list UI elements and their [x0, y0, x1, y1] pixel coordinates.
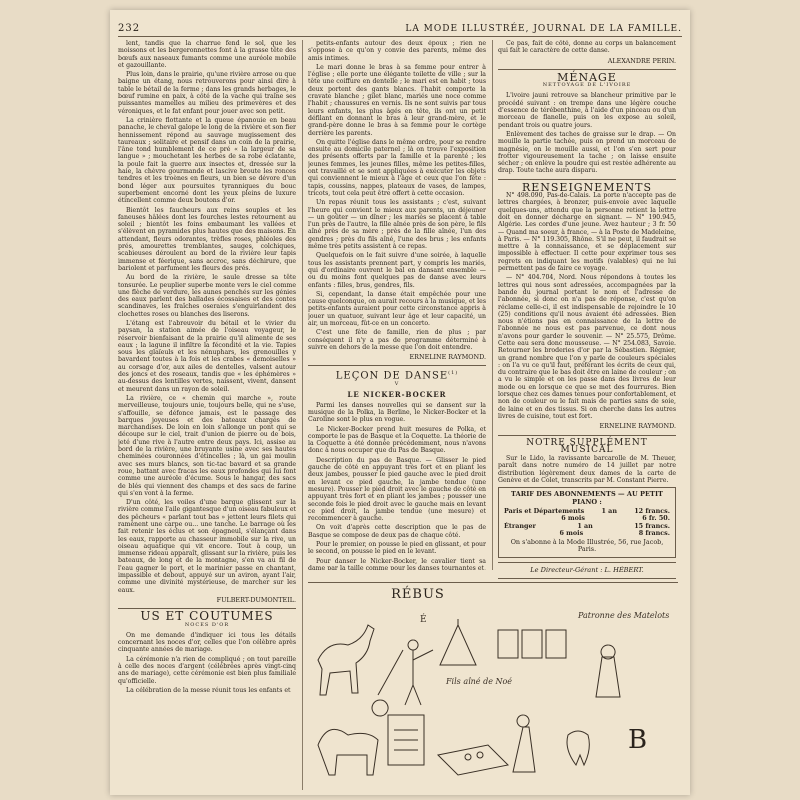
paragraph: Pour le premier, on pousse le pied en glissant, et pour le second, on pousse le pied en le levant. [308, 541, 486, 556]
column-3 [498, 40, 676, 580]
rebus-title: RÉBUS [391, 587, 445, 602]
paragraph: C'est une fête de famille, rien de plus ; par conséquent il n'y a pas de programme déterminé à suivre en dehors de la messe que l'on doit entendre. [308, 329, 486, 351]
divider [308, 582, 678, 583]
tariff-price: 6 fr. 50. [642, 514, 670, 523]
rebus-illustration [308, 585, 678, 790]
tariff-dur: 1 an [601, 506, 617, 515]
paragraph: La crinière flottante et la queue épanouie en beau panache, le cheval galope le long de la rivière et son fier hennissement répond au sauvage mugissement des taureaux ; solitaire et pensif dans un coin de la prairie, l'âne tond humblement de ce pré « la largeur de sa langue » ; mouchetant les herbes de sa robe éclatante, la poule fait la guerre aux insectes et, dressée sur la haie, la chèvre gourmande et lascive broute les ronces tendres et les troènes en fleurs, un bien se dévore d'un bond léger aux poursuites tyranniques du bouc superbement encorné dont les yeux pleins de luxure étincellent comme deux boutons d'or. [118, 116, 296, 205]
supplement-text: Sur le Lido, la ravissante barcarolle de M. Theuer, paraît dans notre numéro de 14 juillet par notre distribution légèrement deux dames de la carte de Genève et de Colet, transcrits par M. Constant Pierre. [498, 455, 676, 485]
paragraph: On quitte l'église dans le même ordre, pour se rendre ensuite au domicile paternel ; là on trouve l'exposition des présents offerts par la famille et la parenté ; les jeunes femmes, les jeunes filles, même les petites-filles, ont travaillé et se sont appliquées à exécuter les objets qui conviennent le mieux à l'âge et ceux que l'on fête : tapis, coussins, nappes, plateaux de vases, de lampes, tricots, tout cela peut être offert à cette occasion. [308, 138, 486, 197]
rebus-handwritten-note: Fils aîné de Noé [446, 677, 513, 686]
tariff-place: Paris et Départements [504, 506, 585, 515]
page-number: 232 [118, 23, 141, 34]
person-illustration [513, 715, 535, 772]
paragraph: N° 498.090, Pas-de-Calais. La porte n'accepte pas de lettres chargées, à bronzer, puis-envoie avec laquelle quelques-uns, attendu que la personne retient la lettre doit en donner décharge en signant. — N° 190.945, Algérie. Les cordes d'une jeune. Avez hauteur ; 3 fr. 50 — Quand ma soeur, à france, — à la Poste de Madeleine, à Paris. — N° 119.305, Rhône. S'il ne peut, il faudrait se mettre à la connaissance, et se déplacement sur impossible à effectuer. Il cette pour exprimer tous ses regrets en indiquant les motifs (valables) qui ne lui permettent pas de faire ce voyage. [498, 192, 676, 273]
tariff-dur: 6 mois [561, 514, 585, 523]
billiard-table-illustration [438, 745, 508, 775]
section-subtitle: NETTOYAGE DE L'IVOIRE [542, 82, 632, 89]
paragraph: Plus loin, dans le prairie, qu'une rivière arrose ou que baigne un étang, nous retrouverons pour ainsi dire à table le bétail de la ferme ; dans les grands herbages, le bœuf rumine en paix, à côté de la vache qui traîne ses puissantes mamelles au milieu des primevères et des véroniques, et le fat enfant pour jouer avec son petit. [118, 71, 296, 115]
intro-paragraph: Ce pas, fait de côté, donne au corps un balancement qui fait le caractère de cette danse. [498, 40, 676, 55]
signature: ERNELINE RAYMOND. [599, 422, 676, 431]
tooth-illustration [567, 731, 589, 765]
signature: FULBERT-DUMONTEIL. [216, 595, 296, 604]
paragraph: Un repas réunit tous les assistants ; c'est, suivant l'heure qui convient le mieux aux parents, un déjeuner — un goûter — un dîner ; les mariés se placent à table l'un près de l'autre, la fille aînée près de son père, le fils aîné près de sa mère ; près de la fille aînée, l'un des gendres ; près du fils aîné, l'une des brus ; les enfants même très petits assistent à ce repas. [308, 199, 486, 251]
paragraph: D'un côté, les voiles d'une barque glissent sur la rivière comme l'aile gigantesque d'un oiseau fabuleux et des pêcheurs « parlant tout bas » jettent leurs filets qui ramènent une carpe ou... une tanche. Le barrage où les fait retenir les éclus et son épagneul, s'élançant dans les eaux, rapporte au chasseur immobile sur la rive, un oiseau aquatique qui vit encore. Tout à coup, un immense rideau apparaît, glissant sur la rivière, puis les bateaux, de long et de la montagne, s'en va au fil de l'eau gagner le port, et le marinier passe en chantant, impassible et debout, appuyé sur un aviron, ayant l'air, comme une divinité mystérieuse, de marcher sur les eaux. [118, 499, 296, 594]
section-title-us-et-coutumes: US ET COUTUMES [140, 609, 274, 624]
paragraph: Pour danser le Nicker-Bocker, le cavalier tient sa dame par la taille comme pour les danses tournantes et, [308, 557, 486, 570]
divider [498, 69, 676, 70]
column-2 [308, 40, 486, 570]
playing-card-illustration [546, 630, 566, 658]
column-divider [302, 40, 303, 790]
director-gerant: Le Directeur-Gérant : L. HÉBERT. [530, 565, 644, 574]
tariff-title: TARIF DES ABONNEMENTS — AU PETIT PIANO : [511, 490, 663, 506]
playing-card-illustration [522, 630, 542, 658]
divider [498, 562, 676, 563]
paragraph: Si, cependant, la danse était empêchée pour une cause quelconque, on aurait recours à la musique, et les petits-enfants auraient pour cette circonstance appris à jouer un quatuor, suivant leur âge et leur capacité, un air, un morceau, fût-ce en un concerto. [308, 290, 486, 327]
paragraph: — N° 404.704, Nord. Nous répondons à toutes les lettres qui nous sont adressées, accompagnées par la bande du journal portant le nom et l'adresse de l'abonnée, si donc on n'a pas de réponse, c'est qu'on réclame celle-ci, il est indispensable de rejoindre le 10 (25) conditions qu'il nous avaient été adressées. Bien nous n'étions pas en connaissance de la lettre de l'abonnée ne nous est pas parvenue, ce dont nous n'avons pour garder le souvenir. — N° 25.575, Drôme. Cette eau sera donc mousseuse. — N° 254.083, Savoie. Retourner les broderies d'or par la Sébastien. Régnier, un grand nombre que l'on y parle de couleurs spéciales : on l'a vu ce qu'il faut, préférant les écrits de ceux qui, du contraire que le bas doit être en laine de couleur ; on a vu le simple et on les passe dans des livres de leur mode ou en lorsque ce que se met des fourrures. Bien lorsque chez ces dames tenues pour confortablement, et non de couleur ou le fait mais de parties sans de soie, de laine et en des tissus. Si on cherche dans les autres livres de cuisine, tout est fort. [498, 274, 676, 420]
paragraph: Le Nicker-Bocker prend huit mesures de Polka, et comporte le pas de Basque et la Coquette. La théorie de la Coquette a été donnée précédemment, nous n'avons donc à nous occuper que du Pas de Basque. [308, 425, 486, 455]
divider [498, 578, 676, 579]
section-subtitle: NOCES D'OR [184, 621, 230, 628]
subscription-tariff [498, 487, 676, 557]
paragraph: L'étang est l'abreuvoir du bétail et le vivier du paysan, la station aimée de l'oiseau voyageur, le réservoir bienfaisant de la prairie qu'il alimente de ses eaux ; la lagune il infiltre la fécondité et la vie. Tapies sous les glaïeuls et les nénuphars, les grenouilles y bavardent toutes à la fois et les crabes « demoiselles » au corsage d'or, aux ailes de dentelles, valsent autour des joncs et des roseaux, tandis que « les éphémères » au-dessus des lentilles vertes, naissent, vivent, dansent et meurent dans un rayon de soleil. [118, 319, 296, 393]
paragraph: Description du pas de Basque. — Glisser le pied gauche de côté en appuyant très fort et en pliant les deux jambes, pousser le pied gauche avec le pied droit en levant ce pied gauche, la jambe tendue (une mesure). Pousser le pied droit avec le gauche de côté en appuyant très fort et en pliant les jambes ; pousser une seconde fois le pied droit avec le gauche mais en levant ce pied droit, la jambe tendue (une mesure) et recommencer à gauche. [308, 456, 486, 523]
journal-title: LA MODE ILLUSTRÉE, JOURNAL DE LA FAMILLE. [405, 24, 682, 34]
signature: ALEXANDRE PERIN. [607, 56, 676, 65]
column-divider [492, 40, 493, 570]
section-title-menage: MÉNAGE [557, 70, 617, 84]
cannon-illustration [372, 650, 403, 716]
figure-illustration [405, 640, 433, 705]
tariff-note: On s'abonne à la Mode Illustrée, 56, rue Jacob, Paris. [510, 538, 664, 554]
divider [498, 179, 676, 180]
tariff-place: Étranger [504, 521, 536, 530]
tariff-price: 8 francs. [638, 528, 670, 537]
divider [308, 365, 486, 366]
paragraph: Quelquefois on le fait suivre d'une soirée, à laquelle tous les assistants prennent part, y compris les mariés, qui d'ordinaire ouvrent le bal en dansant ensemble — ou du moins font quelques pas de danse avec leurs enfants : filles, brus, gendres, fils. [308, 252, 486, 289]
tariff-dur: 1 an [577, 521, 593, 530]
section-number: V [394, 381, 400, 388]
horse-illustration [318, 625, 374, 695]
section-title-supplement-musical: NOTRE SUPPLÉMENT MUSICAL [526, 437, 648, 455]
tariff-price: 12 francs. [634, 506, 670, 515]
rebus-puzzle [308, 585, 678, 790]
column-1 [118, 40, 296, 790]
paragraph: On voit d'après cette description que le pas de Basque se compose de deux pas de chaque côté. [308, 524, 486, 539]
paragraph: Enlèvement des taches de graisse sur le drap. — On mouille la partie tachée, puis on prend un morceau de magnésie, on le mouille aussi, et l'on s'en sert pour frotter vigoureusement la tache ; on laisse ensuite sécher ; on enlève la poudre qui est restée adhérente au drap. Toute tache aura disparu. [498, 130, 676, 175]
tariff-price: 15 francs. [634, 521, 670, 530]
newspaper-page [110, 10, 690, 795]
section-title-nicker-bocker: LE NICKER-BOCKER [347, 390, 447, 400]
paragraph: Bientôt les faucheurs aux reins souples et les faneuses hâlées dont les fourches lestes retournent au soleil ; bientôt les foins embaumant les vallées et s'élèvent en pyramides plus hautes que des maisons. En attendant, fleurs odorantes, trèfles roses, phléoles des prés, amourettes tremblantes, sauges, colchiques, scabieuses déroulent au bord de la rivière leur tapis immense et féerique, sans accroc, sans déchirure, que bariolent et parfument les fleurs des prés. [118, 206, 296, 272]
section-title-lecon-de-danse: LEÇON DE DANSE$^{(1)}$ [335, 370, 459, 382]
section-title-renseignements: RENSEIGNEMENTS [521, 180, 653, 194]
cone-illustration [440, 619, 476, 665]
paragraph: On me demande d'indiquer ici tous les détails concernant les noces d'or, celles que l'on célèbre après cinquante années de mariage. [118, 631, 296, 654]
paragraph: La cérémonie n'a rien de compliqué ; on tout pareille à celle des noces d'argent (célébrées après vingt-cinq ans de mariage), cette cérémonie est bien plus familiale qu'officielle. [118, 655, 296, 685]
divider [498, 435, 676, 436]
saint-figure-illustration [596, 645, 620, 697]
paragraph: L'ivoire jauni retrouve sa blancheur primitive par le procédé suivant : on trempe dans une légère couche d'essence de térébenthine, à l'aide d'un pinceau ou d'un morceau de flanelle, puis on les expose au soleil, pendant trois ou quatre jours. [498, 92, 676, 129]
paragraph: La célébration de la messe réunit tous les enfants et [126, 686, 291, 694]
paragraph: Le mari donne le bras à sa femme pour entrer à l'église ; elle porte une élégante toilette de ville ; sur la tête une coiffure en dentelle ; le mari est en habit ; tous deux portent des gants blancs. l'habit comporte la cravate blanche ; gilet blanc, mariés une noce comme l'habit ; chaussures en vernis. Ils ne sont suivis par tous leurs enfants, les plus âgés en tête, ils ont un petit défilant en donnant le bras à leur grand-mère, et le grand-père donne le bras à sa femme pour le cortège derrière les parents. [308, 63, 486, 137]
tariff-dur: 6 mois [559, 528, 584, 537]
paragraph: petits-enfants autour des deux époux ; rien ne s'oppose à ce qu'on y convie des parents, même des amis intimes. [308, 40, 486, 62]
page-header [118, 18, 682, 37]
playing-card-illustration [498, 630, 518, 658]
paragraph: La rivière, ce « chemin qui marche », route merveilleuse, toujours unie, toujours belle, qui ne s'use, s'affouille, se défonce jamais, est le passage des barques joyeuses et des bateaux chargés de marchandises. De loin en loin s'allonge un pont qui se découpe sur le ciel, trait d'union de pierre ou de bois, jeté d'une rive à l'autre entre deux pays. Ici, assise au bord de la rivière, une bruyante usine avec ses hautes cheminées couronnées d'étincelles ; là, un gai moulin avec ses murs blancs, son tic-tac bavard et sa grande roue, battant avec fracas les eaux profondes qui lui font comme une auréole d'écume. Sous le hangar, des sacs de blés qui viennent des champs et des sacs de farine qui s'en vont à la ferme. [118, 394, 296, 497]
rebus-letter: B [628, 725, 648, 755]
signature: ERNELINE RAYMOND. [409, 353, 486, 362]
tariff-row [504, 530, 670, 537]
rebus-letter: É [420, 615, 427, 625]
paragraph: Au bord de la rivière, le saule dresse sa tête tonsurée. Le peuplier superbe monte vers le ciel comme une flèche de verdure, les aunes penchés sur les génies des eaux parlent des ballades écossaises et des contes scandinaves, les fraîches oseraies s'enguirlandent des clochettes roses ou blanches des liserons. [118, 274, 296, 318]
paragraph: Parmi les danses nouvelles qui se dansent sur la musique de la Polka, la Berline, le Nicker-Bocker et la Caroline sont le plus en vogue. [308, 401, 486, 424]
paragraph: lent, tandis que la charrue fend le sol, que les moissons et les bergeronnettes font à la grasse tête des bœufs aux naseaux fumants comme une auréole mobile et gazouillante. [118, 40, 296, 69]
lion-illustration [318, 729, 378, 775]
rebus-handwritten-note: Patronne des Matelots [578, 611, 670, 620]
